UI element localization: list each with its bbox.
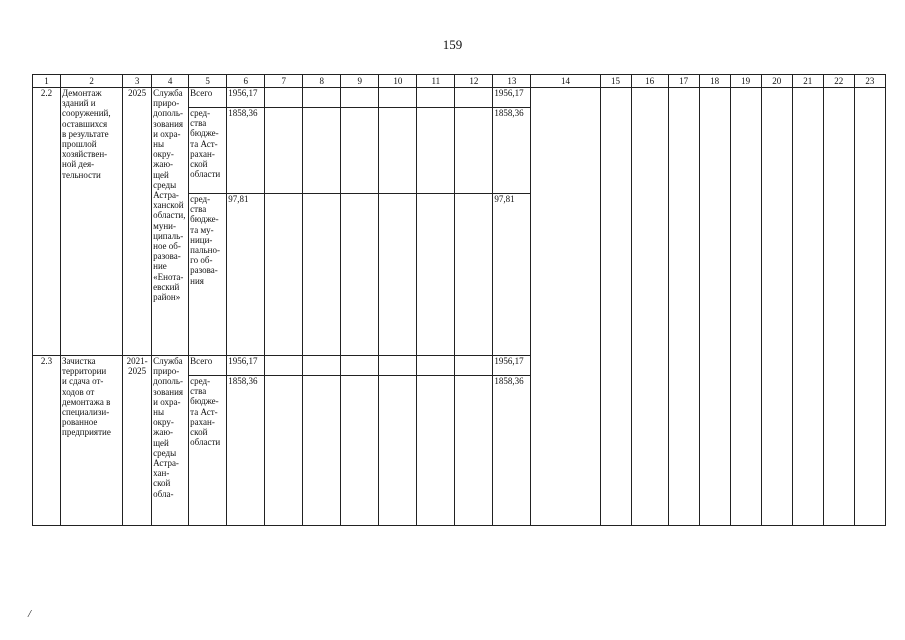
column-header: 19 bbox=[730, 75, 761, 88]
column-header: 2 bbox=[61, 75, 123, 88]
column-header: 10 bbox=[379, 75, 417, 88]
column-header: 22 bbox=[823, 75, 854, 88]
column-header: 1 bbox=[33, 75, 61, 88]
column-header: 14 bbox=[531, 75, 600, 88]
amount-cell: 1858,36 bbox=[493, 108, 531, 194]
amount-cell: 1956,17 bbox=[227, 356, 265, 376]
header-row bbox=[33, 75, 886, 88]
column-header: 6 bbox=[227, 75, 265, 88]
amount-cell: 1858,36 bbox=[227, 108, 265, 194]
page-number: 159 bbox=[442, 37, 463, 52]
column-header: 3 bbox=[123, 75, 152, 88]
row-number: 2.2 bbox=[33, 88, 61, 356]
column-header: 17 bbox=[668, 75, 699, 88]
column-header: 18 bbox=[699, 75, 730, 88]
funding-source: сред- ства бюдже- та Аст- рахан- ской области bbox=[189, 108, 227, 194]
column-header: 15 bbox=[600, 75, 631, 88]
amount-cell: 1956,17 bbox=[493, 88, 531, 108]
implementation-year: 2021- 2025 bbox=[123, 356, 152, 526]
amount-cell: 1956,17 bbox=[227, 88, 265, 108]
row-number: 2.3 bbox=[33, 356, 61, 526]
implementation-year: 2025 bbox=[123, 88, 152, 356]
measure-name: Зачистка территории и сдача от- ходов от демонтажа в специализи- рованное предприятие bbox=[61, 356, 123, 526]
amount-cell: 97,81 bbox=[493, 194, 531, 356]
column-header: 8 bbox=[303, 75, 341, 88]
column-header: 4 bbox=[152, 75, 189, 88]
funding-source: сред- ства бюдже- та Аст- рахан- ской области bbox=[189, 376, 227, 526]
column-header: 13 bbox=[493, 75, 531, 88]
funding-source: сред- ства бюдже- та му- ници- пально- го об- разова- ния bbox=[189, 194, 227, 356]
column-header: 12 bbox=[455, 75, 493, 88]
executor: Служба приро- дополь- зования и охра- ны окру- жаю- щей среды Астра- ханской области, муни- ципаль- ное об- разова- ние «Енота- евский район» bbox=[152, 88, 189, 356]
executor: Служба приро- дополь- зования и охра- ны окру- жаю- щей среды Астра- хан- ской обла- bbox=[152, 356, 189, 526]
funding-source: Всего bbox=[189, 88, 227, 108]
column-header: 20 bbox=[761, 75, 792, 88]
column-header: 11 bbox=[417, 75, 455, 88]
budget-table bbox=[32, 74, 886, 526]
amount-cell: 1956,17 bbox=[493, 356, 531, 376]
column-header: 7 bbox=[265, 75, 303, 88]
amount-cell: 97,81 bbox=[227, 194, 265, 356]
column-header: 16 bbox=[631, 75, 668, 88]
column-header: 9 bbox=[341, 75, 379, 88]
table-row bbox=[33, 356, 886, 376]
column-header: 21 bbox=[792, 75, 823, 88]
table-row bbox=[33, 88, 886, 108]
amount-cell: 1858,36 bbox=[493, 376, 531, 526]
measure-name: Демонтаж зданий и сооружений, оставшихся в результате прошлой хозяйствен- ной дея- тельности bbox=[61, 88, 123, 356]
amount-cell: 1858,36 bbox=[227, 376, 265, 526]
stray-mark: / bbox=[28, 608, 32, 620]
column-header: 5 bbox=[189, 75, 227, 88]
column-header: 23 bbox=[854, 75, 885, 88]
funding-source: Всего bbox=[189, 356, 227, 376]
